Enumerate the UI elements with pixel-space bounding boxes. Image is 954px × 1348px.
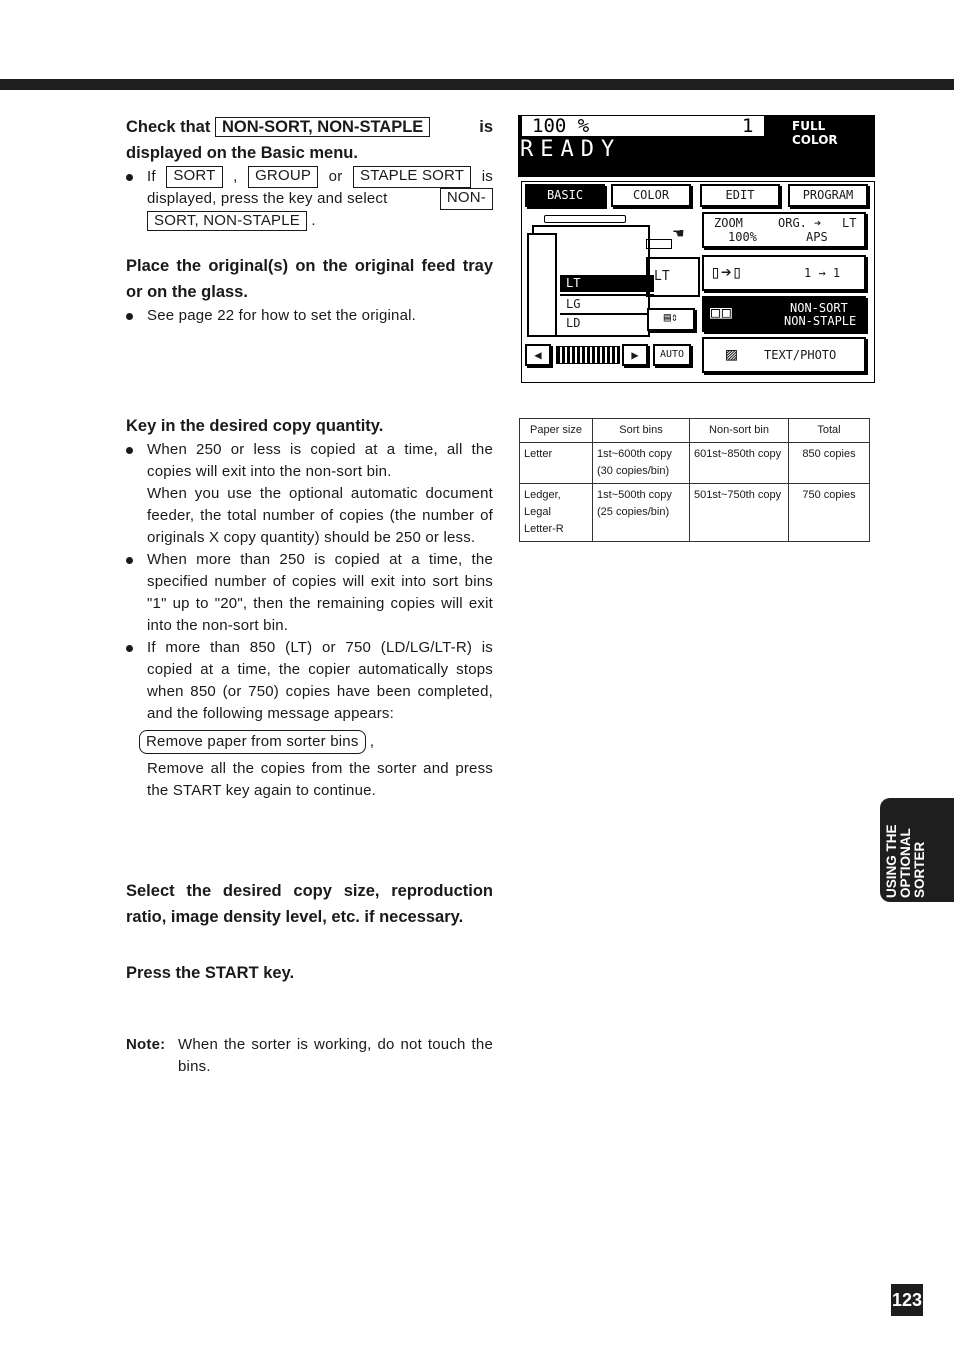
image-mode-button[interactable]: ▨ TEXT/PHOTO — [702, 337, 866, 373]
table-header-row: Paper size Sort bins Non-sort bin Total — [520, 419, 870, 443]
tray-select-button[interactable] — [647, 308, 695, 331]
color-mode: FULL COLOR — [792, 119, 838, 147]
tab-color[interactable]: COLOR — [611, 184, 691, 207]
tab-program[interactable]: PROGRAM — [788, 184, 868, 207]
arrow-left-icon: ◀ — [534, 348, 542, 362]
staple-sort-key-label: STAPLE SORT — [353, 166, 471, 188]
lcd-status-area — [518, 115, 875, 177]
step2-heading: Place the original(s) on the original feed tray or on the glass. — [126, 257, 493, 301]
tray-arrows-icon: ▤⇕ — [663, 310, 679, 324]
copy-capacity-table — [519, 418, 870, 542]
arrow-right-icon: ▶ — [631, 348, 639, 362]
tray-ld: LD — [560, 313, 654, 332]
step-check-nonsort — [126, 114, 493, 232]
density-lighter-button[interactable] — [525, 344, 551, 366]
table-row: Letter 1st~600th copy (30 copies/bin) 601st~850th copy 850 copies — [520, 443, 870, 484]
duplex-icon: ▯➔▯ — [710, 262, 743, 283]
zoom-button[interactable]: ZOOM 100% ORG. ➔ LT APS — [702, 212, 866, 248]
control-panel-lcd — [518, 115, 875, 382]
step1-heading-post: is — [479, 118, 493, 136]
step3-after-message: Remove all the copies from the sorter and press the START key again to continue. — [147, 760, 493, 799]
step1-heading-pre: Check that — [126, 118, 211, 136]
sorter-message: Remove paper from sorter bins — [139, 730, 366, 754]
copy-count: 1 — [742, 115, 754, 137]
step3-bullet-1-cont: When you use the optional automatic document feeder, the total number of copies (the number of originals X copy quantity) should be 250 or less. — [147, 485, 493, 546]
header-rule — [0, 79, 954, 90]
ready-status: READY — [520, 137, 622, 162]
tab-edit[interactable]: EDIT — [700, 184, 780, 207]
step3-bullet-3: If more than 850 (LT) or 750 (LD/LG/LT-R) is copied at a time, the copier automatically stops when 850 (or 750) copies have been completed, and the following message appears: — [126, 637, 493, 725]
auto-density-button[interactable]: AUTO — [653, 344, 691, 366]
table-row: Ledger, Legal Letter-R 1st~500th copy (25 copies/bin) 501st~750th copy 750 copies — [520, 484, 870, 542]
nonsort-key-label: NON-SORT, NON-STAPLE — [215, 117, 430, 137]
hand-icon: ☚ — [672, 225, 685, 241]
step3-bullet-1: When 250 or less is copied at a time, all the copies will exit into the non-sort bin. — [126, 439, 493, 483]
note — [126, 1034, 493, 1078]
sort-key-label: SORT — [166, 166, 222, 188]
density-darker-button[interactable] — [622, 344, 648, 366]
note-label: Note: — [126, 1036, 166, 1053]
step3-bullet-2: When more than 250 is copied at a time, the specified number of copies will exit into sort bins "1" up to "20", then the remaining copies will exit into the non-sort bin. — [126, 549, 493, 637]
density-scale[interactable] — [556, 346, 620, 364]
sort-mode-button[interactable]: ▣▣ NON-SORT NON-STAPLE — [702, 296, 866, 332]
step3-heading: Key in the desired copy quantity. — [126, 417, 384, 435]
step5-heading: Press the START key. — [126, 964, 295, 982]
step2-bullet: See page 22 for how to set the original. — [126, 305, 493, 327]
tab-basic[interactable]: BASIC — [525, 184, 605, 207]
step-place-original — [126, 253, 493, 327]
arrow-right-icon: ➔ — [814, 216, 822, 230]
section-tab-label: USING THE OPTIONAL SORTER — [884, 824, 927, 898]
photo-icon: ▨ — [726, 344, 737, 365]
step1-bullet: If SORT , GROUP or STAPLE SORT is displayed, press the key and select NON- SORT, NON-STAPLE . — [126, 166, 493, 232]
step-copy-quantity: Key in the desired copy quantity. When 250 or less is copied at a time, all the copies will exit into the non-sort bin. When you use the optional automatic document feeder, the total number of copies (the number of originals X copy quantity) should be 250 or less. When more than 250 is copied at a time, the specified number of copies will exit into sort bins "1" up to "20", then the remaining copies will exit into the non-sort bin. If more than 850 (LT) or 750 (LD/LG/LT-R) is copied at a time, the copier automatically stops when 850 (or 750) copies have been completed, and the following message appears: Remove paper from sorter bins , Remove all the copies from the sorter and press the START key again to continue. — [126, 413, 493, 802]
note-text: When the sorter is working, do not touch the bins. — [178, 1036, 493, 1075]
page-number: 123 — [891, 1284, 923, 1316]
tray-lg: LG — [560, 294, 654, 313]
ratio-display: 100 % 1 — [522, 116, 764, 136]
group-key-label: GROUP — [248, 166, 318, 188]
step1-heading-line2: displayed on the Basic menu. — [126, 144, 358, 162]
duplex-button[interactable]: ▯➔▯ 1 → 1 — [702, 255, 866, 291]
step4-heading: Select the desired copy size, reproduction ratio, image density level, etc. if necessary. — [126, 882, 493, 926]
nonsort-icon: ▣▣ — [710, 302, 732, 323]
tray-lt: LT — [560, 275, 654, 292]
step-select-settings — [126, 878, 493, 930]
step-press-start — [126, 960, 493, 986]
selected-size-box: LT — [646, 257, 700, 297]
